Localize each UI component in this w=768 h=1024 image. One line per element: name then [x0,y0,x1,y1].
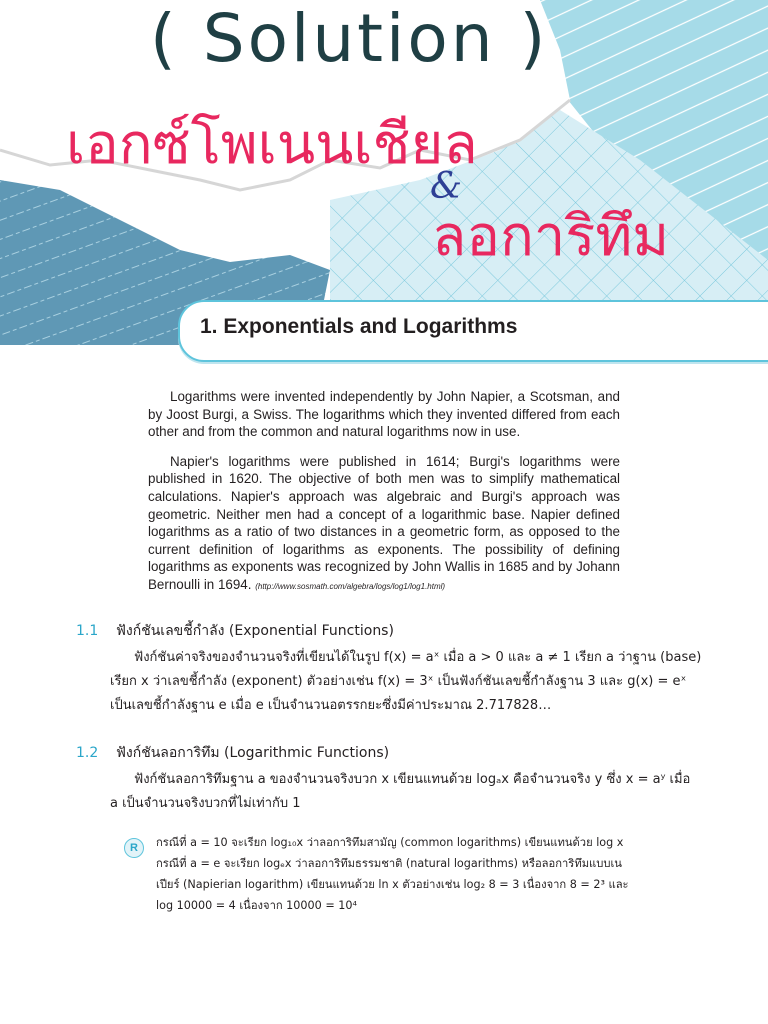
intro-text [148,388,620,608]
body-line: เรียก x ว่าเลขชี้กำลัง (exponent) ตัวอย่างเช่น f(x) = 3ˣ เป็นฟังก์ชันเลขชี้กำลังฐาน 3 และ g(x) = eˣ [110,674,687,689]
remark-line: กรณีที่ a = 10 จะเรียก log₁₀x ว่าลอการิทึมสามัญ (common logarithms) เขียนแทนด้วย log x [156,836,624,849]
body-line: ฟังก์ชันลอการิทึมฐาน a ของจำนวนจริงบวก x เขียนแทนด้วย logₐx คือจำนวนจริง y ซึ่ง x = aʸ เมื่อ [134,772,691,787]
remark-icon: R [124,838,144,858]
subsection-1-1-title: ฟังก์ชันเลขชี้กำลัง (Exponential Functions) [116,623,394,639]
citation-link[interactable]: (http://www.sosmath.com/algebra/logs/log1/log1.html) [255,581,446,591]
intro-paragraph-2-text: Napier's logarithms were published in 1614; Burgi's logarithms were published in 1620. The objective of both men was to simplify mathematical calculations. Napier's approach was algebraic and Burgi's approach was geometric. Neither men had a concept of a logarithmic base. Napier defined logarithms as a ratio of two distances in a geometric form, as opposed to the current definition of logarithms as exponents. The possibility of defining logarithms as exponents was recognized by John Wallis in 1685 and by Johann Bernoulli in 1694. [148,453,620,592]
subsection-1-2-body [110,768,691,816]
body-line: เป็นเลขชี้กำลังฐาน e เมื่อ e เป็นจำนวนอตรรกยะซึ่งมีค่าประมาณ 2.717828… [110,698,552,713]
thai-title-exponential: เอกซ์โพเนนเชียล [66,112,478,177]
body-line: ฟังก์ชันค่าจริงของจำนวนจริงที่เขียนได้ในรูป f(x) = aˣ เมื่อ a > 0 และ a ≠ 1 เรียก a ว่าฐาน (base) [134,650,702,665]
ampersand: & [430,166,463,207]
subsection-1-1-number: 1.1 [76,623,99,639]
subsection-1-2-heading [76,742,389,764]
remark-line: log 10000 = 4 เนื่องจาก 10000 = 10⁴ [156,899,357,912]
section-banner [178,300,768,362]
section-title: 1. Exponentials and Logarithms [200,315,518,338]
subsection-1-1-body [110,646,702,718]
remark-block [156,832,629,916]
subsection-1-2-title: ฟังก์ชันลอการิทึม (Logarithmic Functions) [116,745,390,761]
intro-paragraph-2 [148,453,620,596]
body-line: a เป็นจำนวนจริงบวกที่ไม่เท่ากับ 1 [110,796,301,811]
remark-line: เปียร์ (Napierian logarithm) เขียนแทนด้วย ln x ตัวอย่างเช่น log₂ 8 = 3 เนื่องจาก 8 = 2³ และ [156,878,629,891]
thai-title-logarithm: ลอการิทึม [432,204,670,269]
subsection-1-2-number: 1.2 [76,745,99,761]
solution-title: ( Solution ) [150,0,549,77]
intro-paragraph-1: Logarithms were invented independently by John Napier, a Scotsman, and by Joost Burgi, a Swiss. The logarithms which they invented differed from each other and from the common and natural logarithms now in use. [148,389,620,440]
remark-line: กรณีที่ a = e จะเรียก logₑx ว่าลอการิทึมธรรมชาติ (natural logarithms) หรือลอการิทึมแบบเน [156,857,622,870]
subsection-1-1-heading [76,620,394,642]
